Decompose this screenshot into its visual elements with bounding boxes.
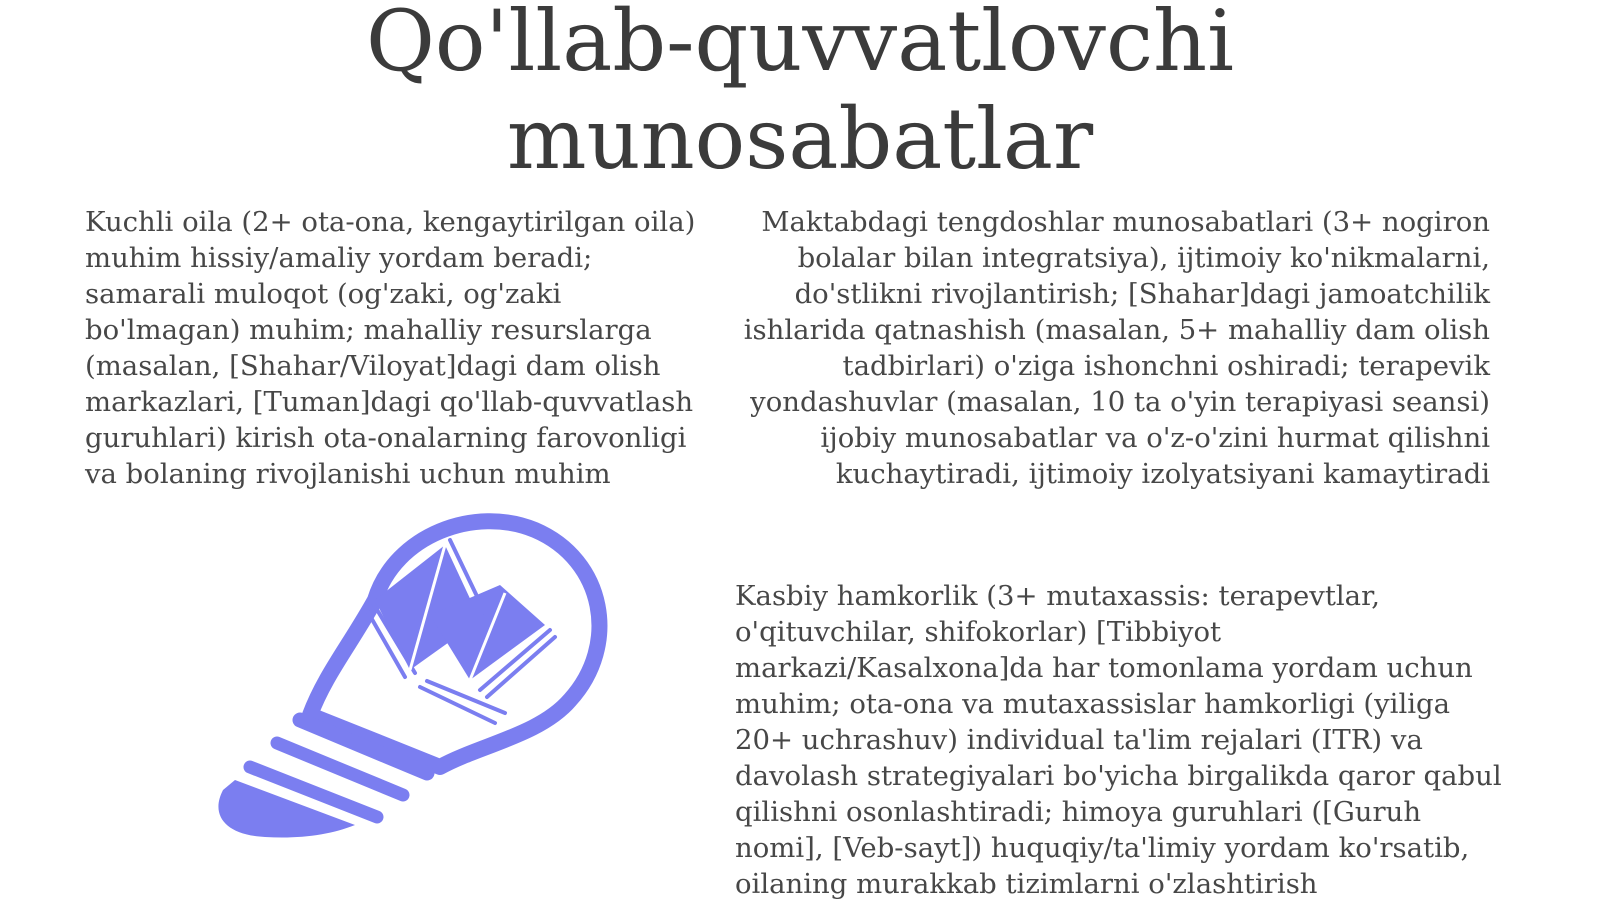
slide-title-line-2: munosabatlar (506, 90, 1094, 188)
slide-title-line-1: Qo'llab-quvvatlovchi (365, 0, 1234, 90)
slide-title (0, 0, 1600, 188)
lightbulb-book-icon (205, 505, 625, 855)
professional-collaboration-text: Kasbiy hamkorlik (3+ mutaxassis: terapevtlar, o'qituvchilar, shifokorlar) [Tibbiyot markazi/Kasalxona]da har tomonlama yordam uchun muhim; ota-ona va mutaxassislar hamkorligi (yiliga 20+ uchrashuv) individual ta'lim rejalari (ITR) va davolash strategiyalari bo'yicha birgalikda qaror qabul qilishni osonlashtiradi; himoya guruhlari ([Guruh nomi], [Veb-sayt]) huquqiy/ta'limiy yordam ko'rsatib, oilaning murakkab tizimlarni o'zlashtirish (735, 580, 1502, 900)
peer-relationships-text: Maktabdagi tengdoshlar munosabatlari (3+ nogiron bolalar bilan integratsiya), ijtimoiy ko'nikmalarni, do'stlikni rivojlantirish; [Shahar]dagi jamoatchilik ishlarida qatnashish (masalan, 5+ mahalliy dam olish tadbirlari) o'ziga ishonchni oshiradi; terapevik yondashuvlar (masalan, 10 ta o'yin terapiyasi seansi) ijobiy munosabatlar va o'z-o'zini hurmat qilishni kuchaytiradi, ijtimoiy izolyatsiyani kamaytiradi (743, 206, 1490, 490)
family-support-text: Kuchli oila (2+ ota-ona, kengaytirilgan oila) muhim hissiy/amaliy yordam beradi; samarali muloqot (og'zaki, og'zaki bo'lmagan) muhim; mahalliy resurslarga (masalan, [Shahar/Viloyat]dagi dam olish markazlari, [Tuman]dagi qo'llab-quvvatlash guruhlari) kirish ota-onalarning farovonligi va bolaning rivojlanishi uchun muhim (85, 206, 696, 490)
